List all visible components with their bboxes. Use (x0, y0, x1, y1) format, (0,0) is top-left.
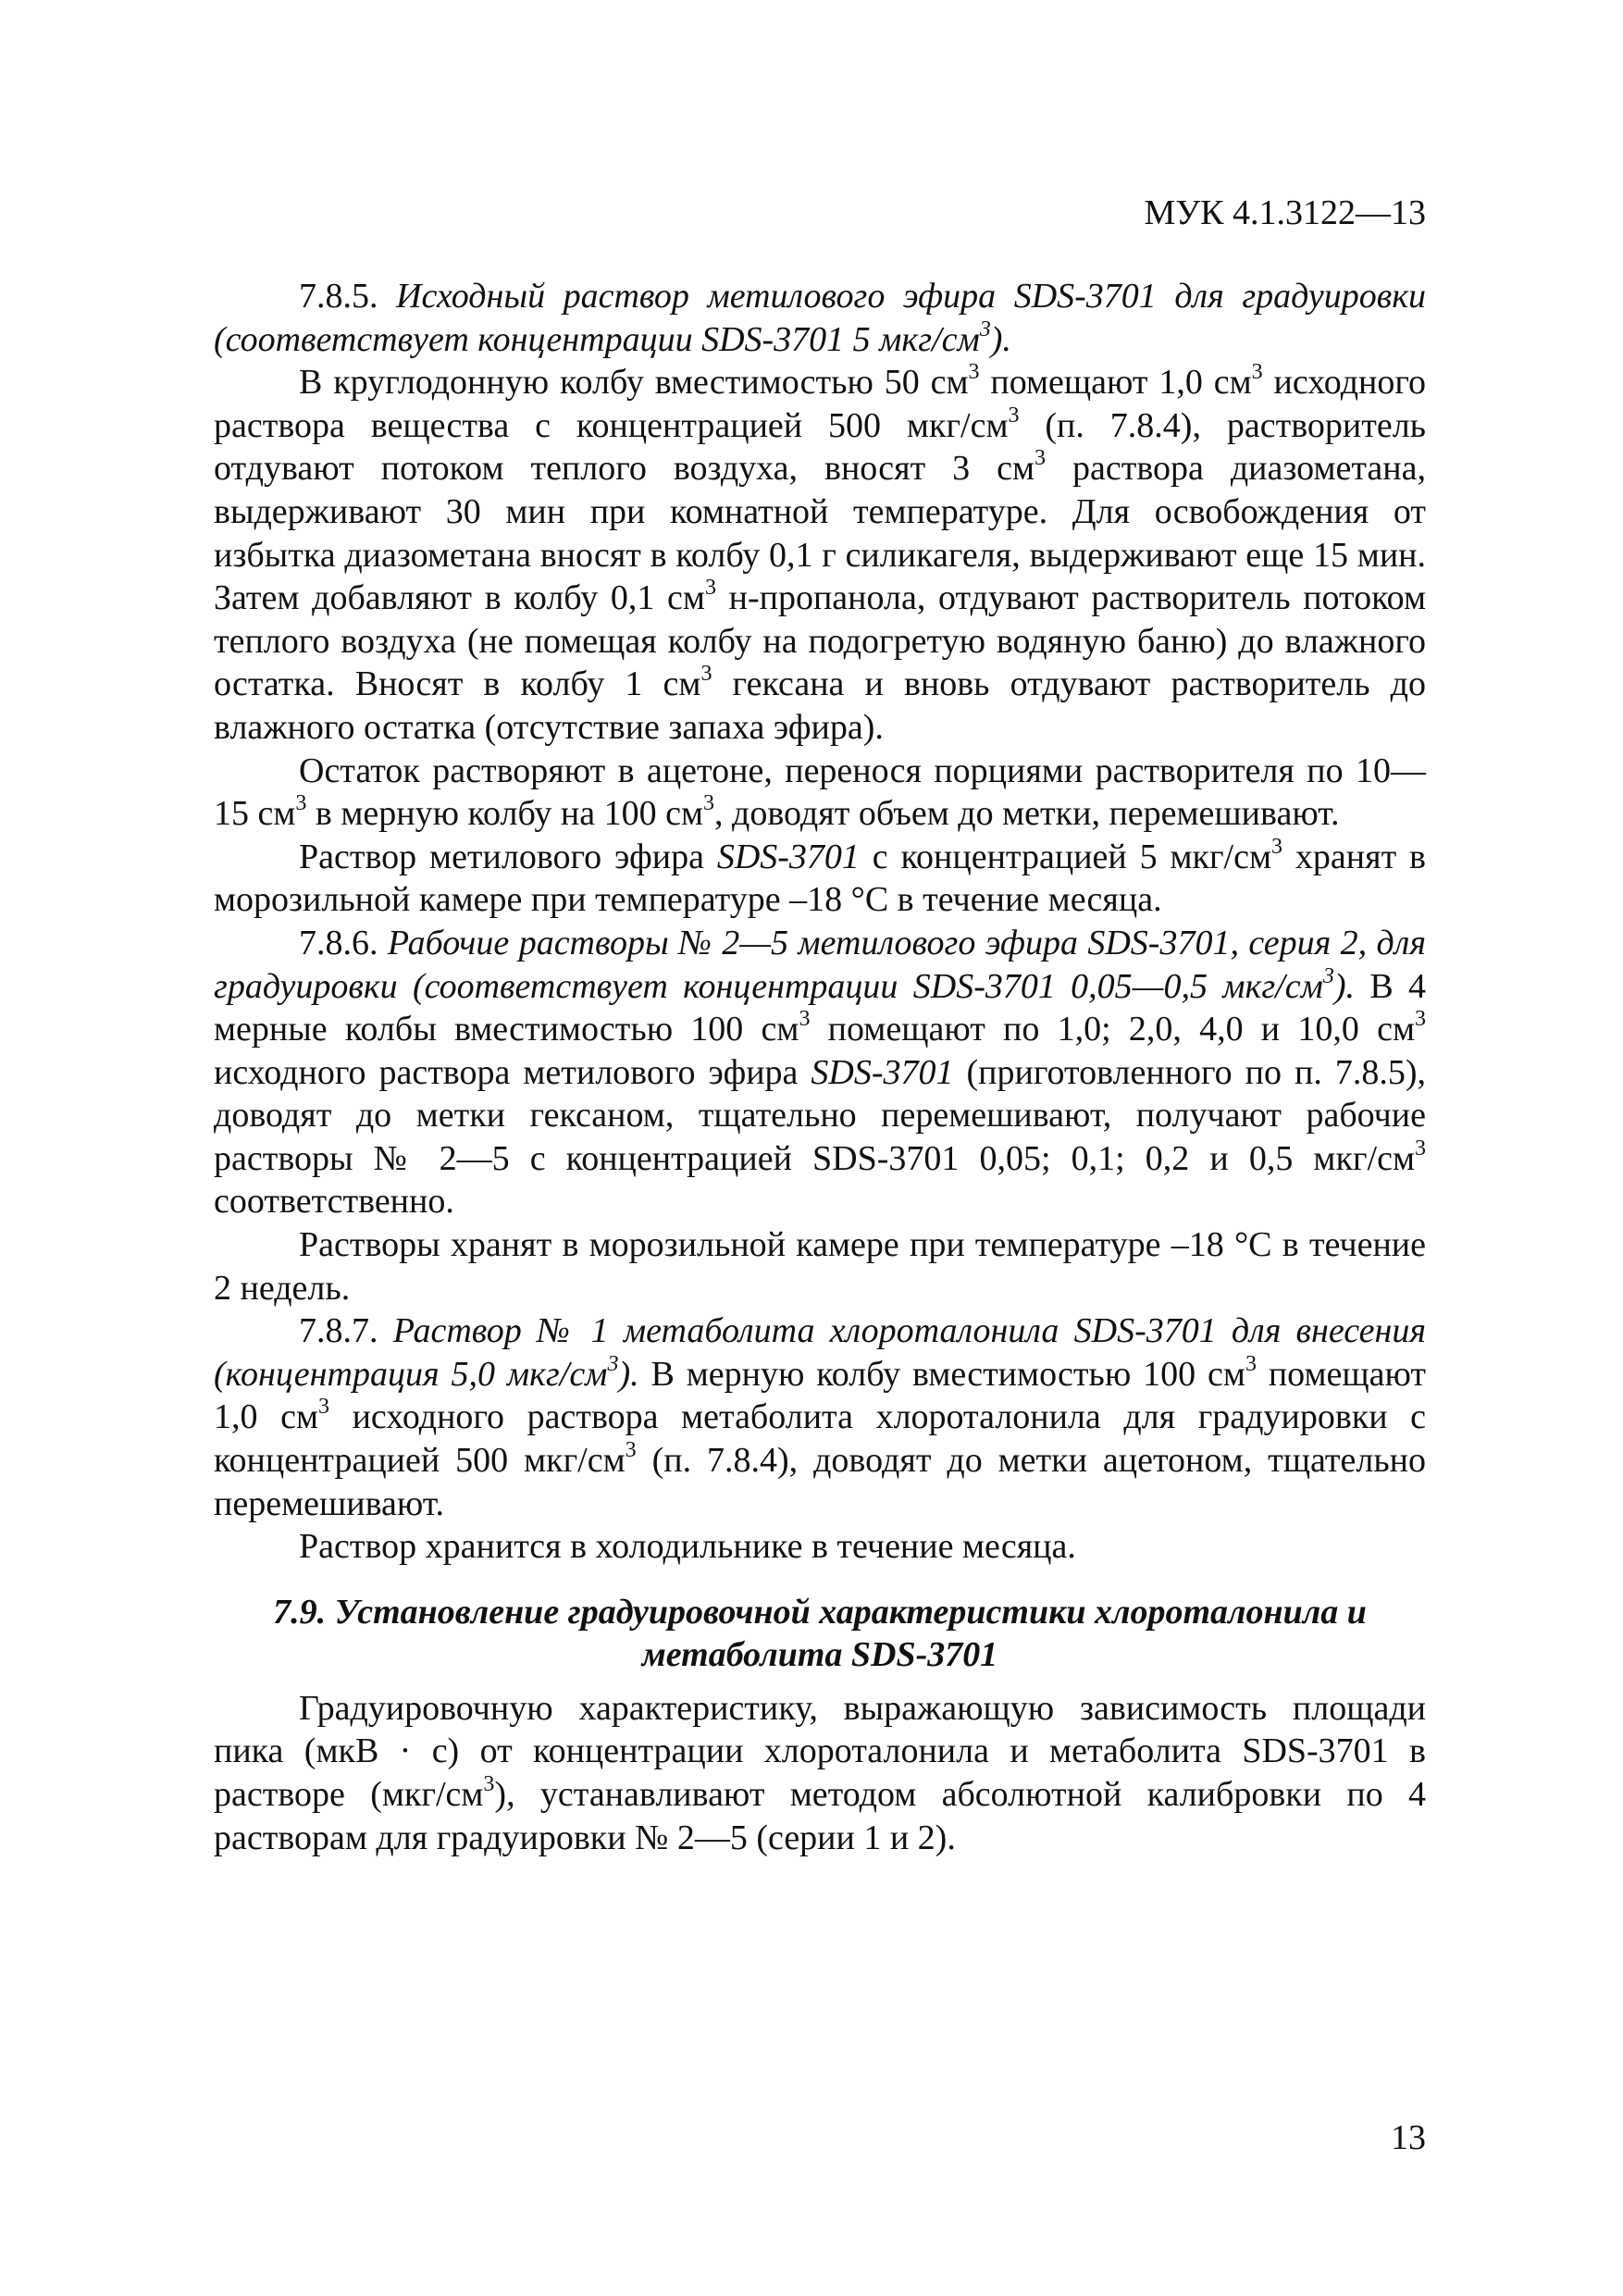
paragraph-storage-2: Растворы хранят в морозильной камере при температуре –18 °С в течение 2 недель. (214, 1225, 1426, 1308)
paragraph-storage: Раствор метилового эфира SDS-3701 с концентрацией 5 мкг/$см^3$ хранят в морозильной камере при температуре –18 °С в течение месяца. (214, 834, 1426, 920)
section-7-8-7: 7.8.7. Раствор № 1 метаболита хлороталонила SDS-3701 для внесения (концентрация 5,0 мкг/$см^3$). В мерную колбу вместимостью 100 $см^3$ помещают 1,0 $см^3$ исходного раствора метаболита хлороталонила для градуировки с концентрацией 500 мкг/$см^3$ (п. 7.8.4), доводят до метки ацетоном, тщательно перемешивают. (214, 1311, 1427, 1523)
page-number: 13 (1391, 2118, 1426, 2157)
section-7-8-5 (214, 275, 1426, 361)
document-body (214, 275, 1426, 1859)
section-title: Раствор № 1 метаболита хлороталонила SDS-3701 для внесения (концентрация 5,0 мкг/$см^3$). (214, 1311, 1427, 1394)
section-number: 7.8.7. (299, 1311, 393, 1351)
paragraph-procedure: В круглодонную колбу вместимостью 50 $см^3$ помещают 1,0 $см^3$ исходного раствора вещества с концентрацией 500 мкг/$см^3$ (п. 7.8.4), растворитель отдувают потоком теплого воздуха, вносят 3 $см^3$ раствора диазометана, выдерживают 30 мин при комнатной температуре. Для освобождения от избытка диазометана вносят в колбу 0,1 г силикагеля, выдерживают еще 15 мин. Затем добавляют в колбу 0,1 $см^3$ н-пропанола, отдувают растворитель потоком теплого воздуха (не помещая колбу на подогретую водяную баню) до влажного остатка. Вносят в колбу 1 $см^3$ гексана и вновь отдувают растворитель до влажного остатка (отсутствие запаха эфира). (214, 360, 1427, 747)
heading-line-2: метаболита SDS-3701 (641, 1634, 998, 1674)
section-title: Рабочие растворы № 2—5 метилового эфира SDS-3701, серия 2, для градуировки (соответствует концентрации SDS-3701 0,05—0,5 мкг/$см^3$). (214, 923, 1427, 1006)
section-7-8-6: 7.8.6. Рабочие растворы № 2—5 метилового эфира SDS-3701, серия 2, для градуировки (соответствует концентрации SDS-3701 0,05—0,5 мкг/$см^3$). В 4 мерные колбы вместимостью 100 $см^3$ помещают по 1,0; 2,0, 4,0 и 10,0 $см^3$ исходного раствора метилового эфира SDS-3701 (приготовленного по п. 7.8.5), доводят до метки гексаном, тщательно перемешивают, получают рабочие растворы № 2—5 с концентрацией SDS-3701 0,05; 0,1; 0,2 и 0,5 мкг/$см^3$ соответственно. (214, 923, 1427, 1222)
paragraph-storage-3: Раствор хранится в холодильнике в течение месяца. (299, 1527, 1076, 1567)
section-heading-7-9 (214, 1591, 1426, 1676)
document-header-code: МУК 4.1.3122—13 (1144, 193, 1426, 232)
section-number: 7.8.5. (299, 277, 397, 316)
section-title: Исходный раствор метилового эфира SDS-3701 для градуировки (соответствует концентрации SDS-3701 5 мкг/$см^3$). (214, 277, 1427, 359)
paragraph-residue: Остаток растворяют в ацетоне, перенося порциями растворителя по 10—15 $см^3$ в мерную колбу на 100 $см^3$, доводят объем до метки, перемешивают. (214, 751, 1426, 834)
paragraph-calibration: Градуировочную характеристику, выражающую зависимость площади пика (мкВ · с) от концентрации хлороталонила и метаболита SDS-3701 в растворе $(мкг/см^3)$, устанавливают методом абсолютной калибровки по 4 растворам для градуировки № 2—5 (серии 1 и 2). (214, 1688, 1427, 1857)
section-number: 7.8.6. (299, 923, 388, 962)
heading-line-1: 7.9. Установление градуировочной характеристики хлороталонила и (273, 1592, 1367, 1632)
